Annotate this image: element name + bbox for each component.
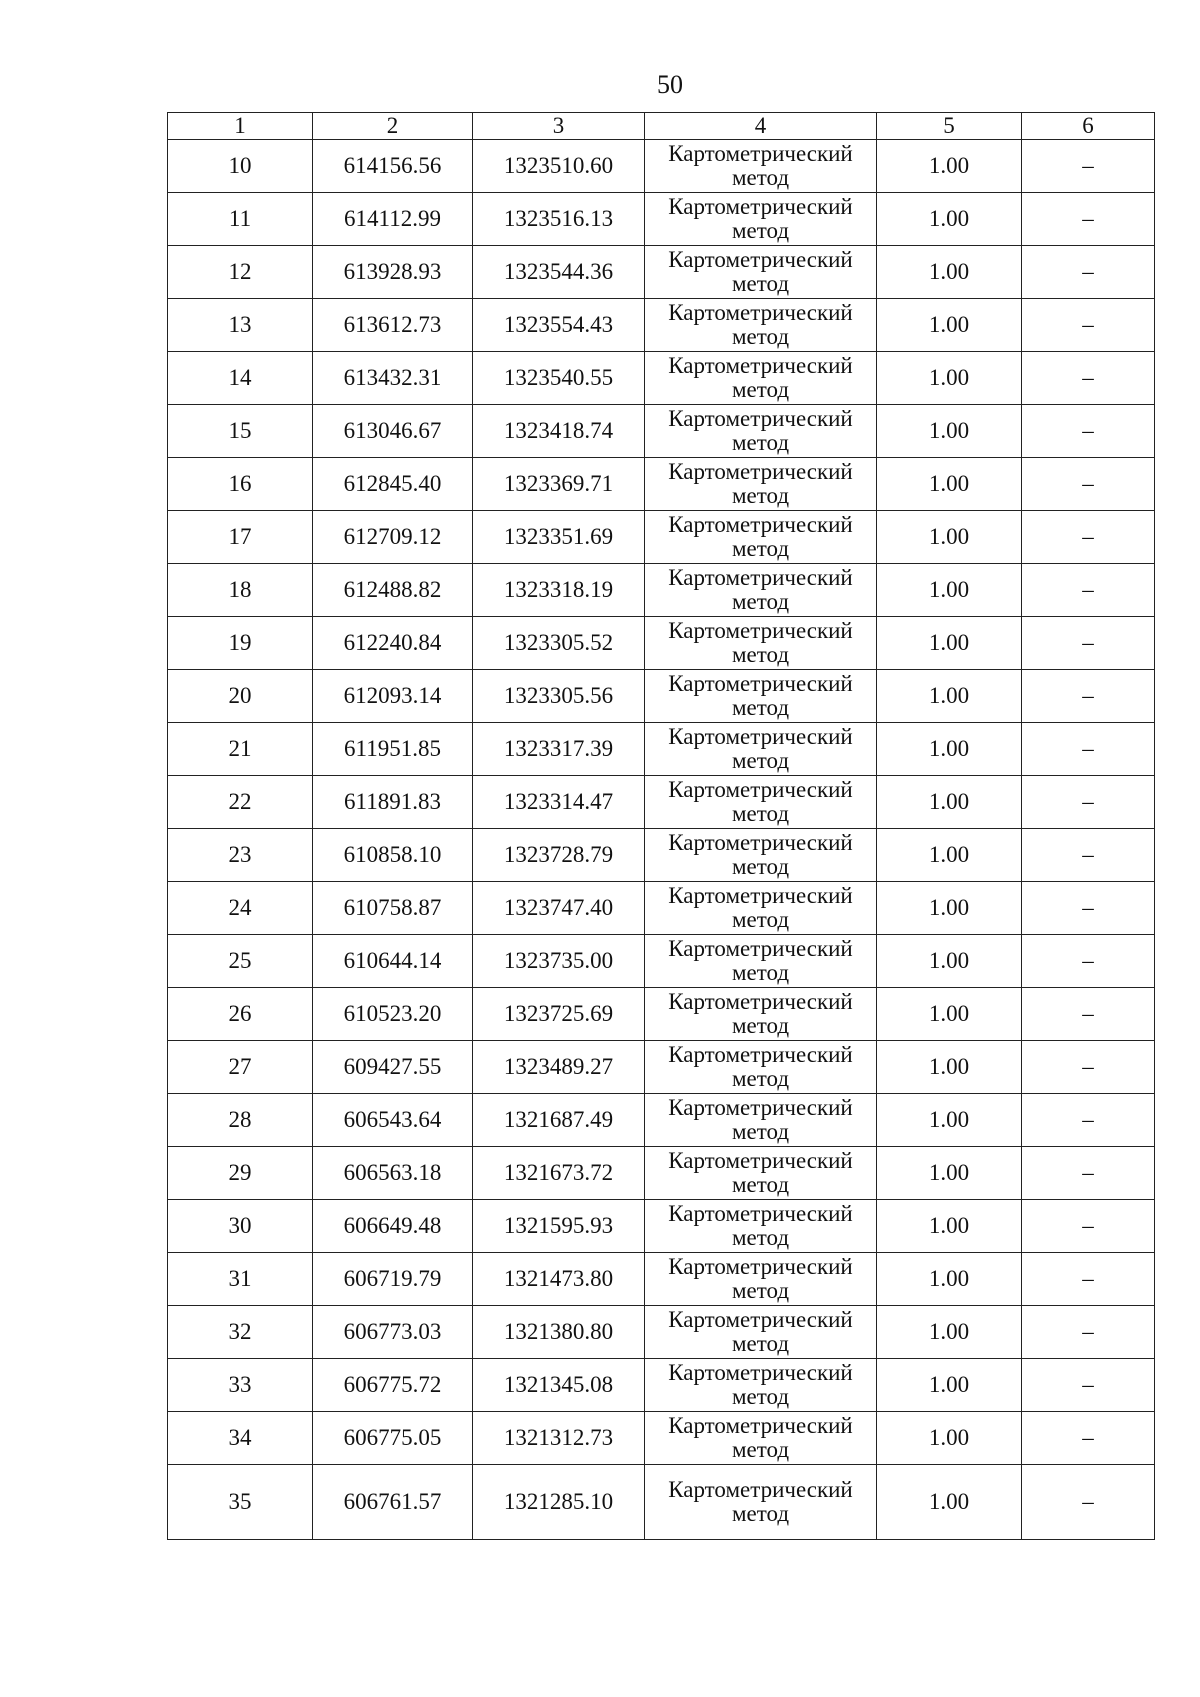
x-coordinate-cell: 612845.40 <box>313 458 473 511</box>
y-coordinate-cell: 1323725.69 <box>473 988 645 1041</box>
point-number-cell: 12 <box>168 246 313 299</box>
table-row <box>168 1412 1155 1465</box>
y-coordinate-cell: 1323544.36 <box>473 246 645 299</box>
table-row <box>168 1041 1155 1094</box>
x-coordinate-cell: 606773.03 <box>313 1306 473 1359</box>
note-cell: – <box>1022 352 1155 405</box>
y-coordinate-cell: 1323510.60 <box>473 140 645 193</box>
point-number-cell: 26 <box>168 988 313 1041</box>
note-cell: – <box>1022 776 1155 829</box>
header-row <box>168 113 1155 140</box>
point-number-cell: 27 <box>168 1041 313 1094</box>
accuracy-cell: 1.00 <box>877 882 1022 935</box>
accuracy-cell: 1.00 <box>877 1253 1022 1306</box>
method-cell <box>645 246 877 299</box>
x-coordinate-cell: 606563.18 <box>313 1147 473 1200</box>
method-cell <box>645 405 877 458</box>
column-header-1: 1 <box>168 113 313 140</box>
note-cell: – <box>1022 405 1155 458</box>
note-cell: – <box>1022 1465 1155 1540</box>
method-line-1: Картометрический <box>668 194 853 219</box>
y-coordinate-cell: 1323369.71 <box>473 458 645 511</box>
method-cell <box>645 458 877 511</box>
note-cell: – <box>1022 511 1155 564</box>
accuracy-cell: 1.00 <box>877 1041 1022 1094</box>
x-coordinate-cell: 612093.14 <box>313 670 473 723</box>
method-cell <box>645 776 877 829</box>
table-row <box>168 723 1155 776</box>
method-line-2: метод <box>731 1013 790 1038</box>
point-number-cell: 20 <box>168 670 313 723</box>
note-cell: – <box>1022 458 1155 511</box>
table-row <box>168 193 1155 246</box>
method-cell <box>645 1412 877 1465</box>
method-line-1: Картометрический <box>668 724 853 749</box>
table-row <box>168 405 1155 458</box>
table-row <box>168 140 1155 193</box>
accuracy-cell: 1.00 <box>877 458 1022 511</box>
table-row <box>168 882 1155 935</box>
method-line-1: Картометрический <box>668 247 853 272</box>
point-number-cell: 30 <box>168 1200 313 1253</box>
note-cell: – <box>1022 882 1155 935</box>
method-cell <box>645 617 877 670</box>
column-header-6: 6 <box>1022 113 1155 140</box>
method-cell <box>645 299 877 352</box>
method-line-2: метод <box>731 1384 790 1409</box>
y-coordinate-cell: 1321673.72 <box>473 1147 645 1200</box>
x-coordinate-cell: 614112.99 <box>313 193 473 246</box>
point-number-cell: 23 <box>168 829 313 882</box>
method-line-1: Картометрический <box>668 1413 853 1438</box>
page-number: 50 <box>657 70 683 99</box>
point-number-cell: 29 <box>168 1147 313 1200</box>
method-cell <box>645 564 877 617</box>
method-line-2: метод <box>731 218 790 243</box>
point-number-cell: 19 <box>168 617 313 670</box>
x-coordinate-cell: 606543.64 <box>313 1094 473 1147</box>
note-cell: – <box>1022 1094 1155 1147</box>
x-coordinate-cell: 606719.79 <box>313 1253 473 1306</box>
method-cell <box>645 882 877 935</box>
x-coordinate-cell: 609427.55 <box>313 1041 473 1094</box>
method-line-1: Картометрический <box>668 353 853 378</box>
method-line-1: Картометрический <box>668 1360 853 1385</box>
y-coordinate-cell: 1323735.00 <box>473 935 645 988</box>
column-header-5: 5 <box>877 113 1022 140</box>
x-coordinate-cell: 613046.67 <box>313 405 473 458</box>
table-body <box>168 140 1155 1540</box>
note-cell: – <box>1022 1412 1155 1465</box>
accuracy-cell: 1.00 <box>877 299 1022 352</box>
x-coordinate-cell: 606775.72 <box>313 1359 473 1412</box>
y-coordinate-cell: 1323747.40 <box>473 882 645 935</box>
note-cell: – <box>1022 1253 1155 1306</box>
y-coordinate-cell: 1321380.80 <box>473 1306 645 1359</box>
method-cell <box>645 511 877 564</box>
accuracy-cell: 1.00 <box>877 670 1022 723</box>
note-cell: – <box>1022 1200 1155 1253</box>
method-cell <box>645 1253 877 1306</box>
note-cell: – <box>1022 299 1155 352</box>
note-cell: – <box>1022 617 1155 670</box>
method-cell <box>645 352 877 405</box>
method-line-2: метод <box>731 377 790 402</box>
accuracy-cell: 1.00 <box>877 776 1022 829</box>
x-coordinate-cell: 610644.14 <box>313 935 473 988</box>
y-coordinate-cell: 1323418.74 <box>473 405 645 458</box>
y-coordinate-cell: 1323351.69 <box>473 511 645 564</box>
table-row <box>168 246 1155 299</box>
method-cell <box>645 1094 877 1147</box>
method-cell <box>645 1147 877 1200</box>
method-line-2: метод <box>731 642 790 667</box>
accuracy-cell: 1.00 <box>877 140 1022 193</box>
method-line-2: метод <box>731 960 790 985</box>
method-line-2: метод <box>731 1278 790 1303</box>
method-line-1: Картометрический <box>668 512 853 537</box>
point-number-cell: 31 <box>168 1253 313 1306</box>
point-number-cell: 14 <box>168 352 313 405</box>
point-number-cell: 21 <box>168 723 313 776</box>
accuracy-cell: 1.00 <box>877 352 1022 405</box>
note-cell: – <box>1022 1041 1155 1094</box>
method-line-1: Картометрический <box>668 1042 853 1067</box>
method-line-1: Картометрический <box>668 1148 853 1173</box>
method-line-1: Картометрический <box>668 618 853 643</box>
accuracy-cell: 1.00 <box>877 935 1022 988</box>
x-coordinate-cell: 613928.93 <box>313 246 473 299</box>
point-number-cell: 32 <box>168 1306 313 1359</box>
table-row <box>168 988 1155 1041</box>
table-row <box>168 776 1155 829</box>
method-cell <box>645 1200 877 1253</box>
method-cell <box>645 988 877 1041</box>
table-row <box>168 1147 1155 1200</box>
y-coordinate-cell: 1323540.55 <box>473 352 645 405</box>
x-coordinate-cell: 610758.87 <box>313 882 473 935</box>
note-cell: – <box>1022 935 1155 988</box>
x-coordinate-cell: 611951.85 <box>313 723 473 776</box>
y-coordinate-cell: 1323305.56 <box>473 670 645 723</box>
y-coordinate-cell: 1321345.08 <box>473 1359 645 1412</box>
method-cell <box>645 1306 877 1359</box>
method-cell <box>645 723 877 776</box>
column-header-4: 4 <box>645 113 877 140</box>
point-number-cell: 34 <box>168 1412 313 1465</box>
accuracy-cell: 1.00 <box>877 564 1022 617</box>
note-cell: – <box>1022 193 1155 246</box>
table-row <box>168 1306 1155 1359</box>
x-coordinate-cell: 612488.82 <box>313 564 473 617</box>
y-coordinate-cell: 1323516.13 <box>473 193 645 246</box>
method-line-2: метод <box>731 1119 790 1144</box>
point-number-cell: 11 <box>168 193 313 246</box>
method-line-2: метод <box>731 801 790 826</box>
accuracy-cell: 1.00 <box>877 1094 1022 1147</box>
method-cell <box>645 1359 877 1412</box>
table-row <box>168 670 1155 723</box>
method-line-2: метод <box>731 1172 790 1197</box>
method-line-2: метод <box>731 324 790 349</box>
coordinates-table <box>167 112 1155 1540</box>
accuracy-cell: 1.00 <box>877 1200 1022 1253</box>
column-header-2: 2 <box>313 113 473 140</box>
method-line-1: Картометрический <box>668 989 853 1014</box>
accuracy-cell: 1.00 <box>877 1412 1022 1465</box>
method-line-2: метод <box>731 271 790 296</box>
note-cell: – <box>1022 723 1155 776</box>
note-cell: – <box>1022 246 1155 299</box>
method-line-1: Картометрический <box>668 1201 853 1226</box>
accuracy-cell: 1.00 <box>877 723 1022 776</box>
x-coordinate-cell: 613612.73 <box>313 299 473 352</box>
method-line-2: метод <box>731 1066 790 1091</box>
table-row <box>168 352 1155 405</box>
point-number-cell: 15 <box>168 405 313 458</box>
accuracy-cell: 1.00 <box>877 829 1022 882</box>
y-coordinate-cell: 1323305.52 <box>473 617 645 670</box>
note-cell: – <box>1022 564 1155 617</box>
x-coordinate-cell: 606761.57 <box>313 1465 473 1540</box>
x-coordinate-cell: 612709.12 <box>313 511 473 564</box>
x-coordinate-cell: 613432.31 <box>313 352 473 405</box>
point-number-cell: 17 <box>168 511 313 564</box>
point-number-cell: 24 <box>168 882 313 935</box>
method-line-2: метод <box>731 907 790 932</box>
method-line-2: метод <box>731 748 790 773</box>
method-line-1: Картометрический <box>668 1307 853 1332</box>
point-number-cell: 35 <box>168 1465 313 1540</box>
method-cell <box>645 935 877 988</box>
x-coordinate-cell: 610523.20 <box>313 988 473 1041</box>
table-row <box>168 1253 1155 1306</box>
accuracy-cell: 1.00 <box>877 511 1022 564</box>
method-line-2: метод <box>731 165 790 190</box>
note-cell: – <box>1022 1359 1155 1412</box>
accuracy-cell: 1.00 <box>877 1465 1022 1540</box>
table-row <box>168 1465 1155 1540</box>
point-number-cell: 18 <box>168 564 313 617</box>
table-row <box>168 1359 1155 1412</box>
note-cell: – <box>1022 670 1155 723</box>
method-line-1: Картометрический <box>668 1095 853 1120</box>
table-row <box>168 617 1155 670</box>
accuracy-cell: 1.00 <box>877 1306 1022 1359</box>
method-line-1: Картометрический <box>668 141 853 166</box>
method-line-1: Картометрический <box>668 830 853 855</box>
method-line-1: Картометрический <box>668 565 853 590</box>
table-row <box>168 511 1155 564</box>
note-cell: – <box>1022 140 1155 193</box>
accuracy-cell: 1.00 <box>877 1147 1022 1200</box>
column-header-3: 3 <box>473 113 645 140</box>
method-line-1: Картометрический <box>668 406 853 431</box>
method-line-1: Картометрический <box>668 777 853 802</box>
point-number-cell: 22 <box>168 776 313 829</box>
y-coordinate-cell: 1323318.19 <box>473 564 645 617</box>
y-coordinate-cell: 1323554.43 <box>473 299 645 352</box>
accuracy-cell: 1.00 <box>877 405 1022 458</box>
table-row <box>168 829 1155 882</box>
table-row <box>168 564 1155 617</box>
method-line-1: Картометрический <box>668 671 853 696</box>
y-coordinate-cell: 1323317.39 <box>473 723 645 776</box>
point-number-cell: 13 <box>168 299 313 352</box>
point-number-cell: 16 <box>168 458 313 511</box>
method-cell <box>645 193 877 246</box>
method-line-2: метод <box>731 483 790 508</box>
table-header <box>168 113 1155 140</box>
y-coordinate-cell: 1321312.73 <box>473 1412 645 1465</box>
y-coordinate-cell: 1321473.80 <box>473 1253 645 1306</box>
accuracy-cell: 1.00 <box>877 617 1022 670</box>
y-coordinate-cell: 1321285.10 <box>473 1465 645 1540</box>
method-line-2: метод <box>731 1331 790 1356</box>
method-line-2: метод <box>731 695 790 720</box>
point-number-cell: 10 <box>168 140 313 193</box>
x-coordinate-cell: 610858.10 <box>313 829 473 882</box>
x-coordinate-cell: 614156.56 <box>313 140 473 193</box>
x-coordinate-cell: 606649.48 <box>313 1200 473 1253</box>
method-line-2: метод <box>731 589 790 614</box>
y-coordinate-cell: 1323314.47 <box>473 776 645 829</box>
x-coordinate-cell: 606775.05 <box>313 1412 473 1465</box>
method-cell <box>645 140 877 193</box>
point-number-cell: 25 <box>168 935 313 988</box>
method-line-1: Картометрический <box>668 1254 853 1279</box>
table-row <box>168 458 1155 511</box>
method-line-2: метод <box>731 430 790 455</box>
y-coordinate-cell: 1323728.79 <box>473 829 645 882</box>
accuracy-cell: 1.00 <box>877 1359 1022 1412</box>
table-row <box>168 299 1155 352</box>
method-line-2: метод <box>731 854 790 879</box>
note-cell: – <box>1022 1306 1155 1359</box>
y-coordinate-cell: 1321595.93 <box>473 1200 645 1253</box>
point-number-cell: 28 <box>168 1094 313 1147</box>
y-coordinate-cell: 1321687.49 <box>473 1094 645 1147</box>
table-row <box>168 1094 1155 1147</box>
method-cell <box>645 1465 877 1540</box>
method-line-1: Картометрический <box>668 936 853 961</box>
note-cell: – <box>1022 1147 1155 1200</box>
method-line-1: Картометрический <box>668 883 853 908</box>
accuracy-cell: 1.00 <box>877 246 1022 299</box>
table-row <box>168 1200 1155 1253</box>
method-line-2: метод <box>731 1225 790 1250</box>
table-row <box>168 935 1155 988</box>
accuracy-cell: 1.00 <box>877 988 1022 1041</box>
x-coordinate-cell: 612240.84 <box>313 617 473 670</box>
method-line-2: метод <box>731 1501 790 1526</box>
accuracy-cell: 1.00 <box>877 193 1022 246</box>
method-line-1: Картометрический <box>668 459 853 484</box>
y-coordinate-cell: 1323489.27 <box>473 1041 645 1094</box>
x-coordinate-cell: 611891.83 <box>313 776 473 829</box>
method-cell <box>645 670 877 723</box>
method-line-1: Картометрический <box>668 1477 853 1502</box>
method-line-2: метод <box>731 536 790 561</box>
note-cell: – <box>1022 829 1155 882</box>
method-cell <box>645 1041 877 1094</box>
method-line-2: метод <box>731 1437 790 1462</box>
method-line-1: Картометрический <box>668 300 853 325</box>
point-number-cell: 33 <box>168 1359 313 1412</box>
note-cell: – <box>1022 988 1155 1041</box>
method-cell <box>645 829 877 882</box>
